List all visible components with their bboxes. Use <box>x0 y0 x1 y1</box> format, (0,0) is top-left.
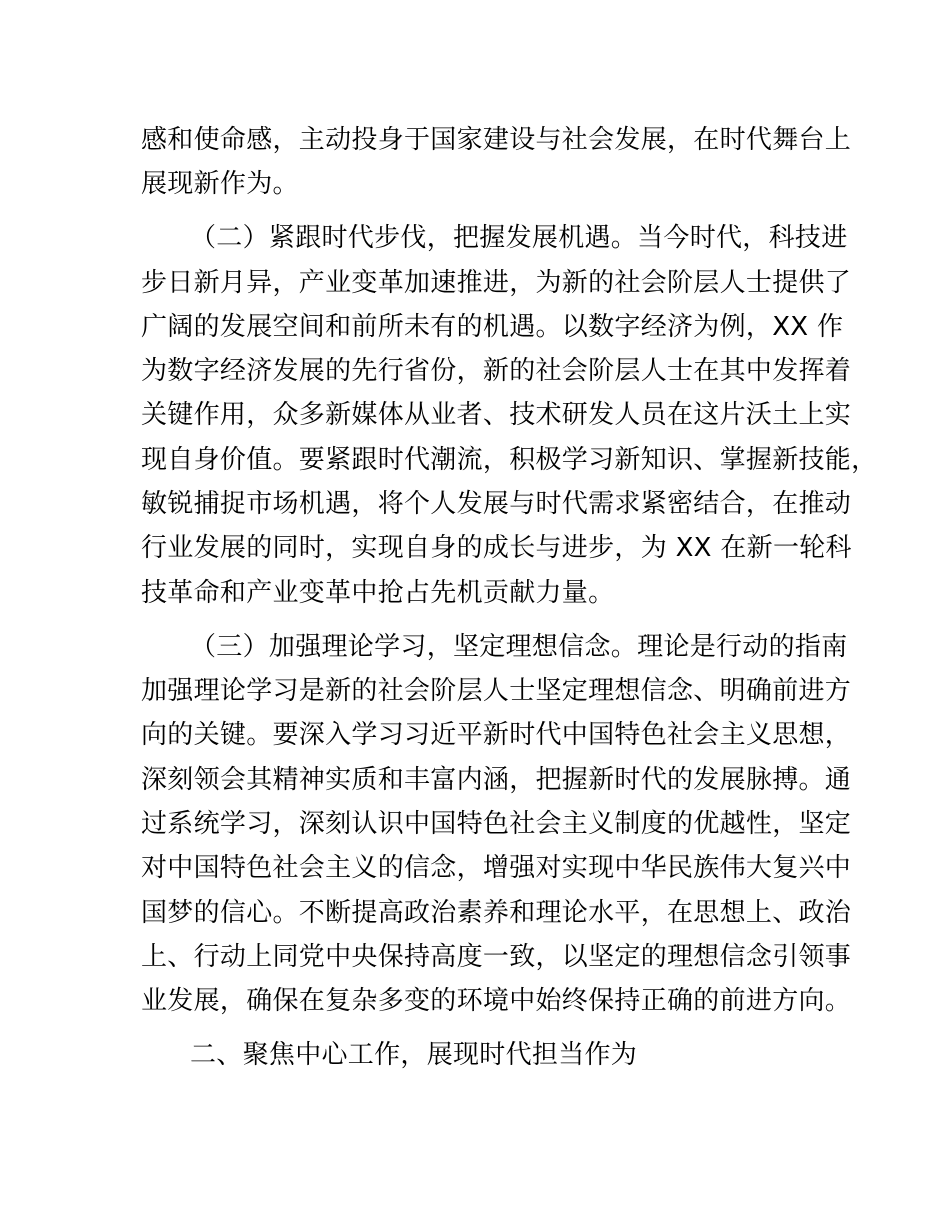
paragraph-line: 深刻领会其精神实质和丰富内涵，把握新时代的发展脉搏。通 <box>141 765 852 795</box>
paragraph-line: 技革命和产业变革中抢占先机贡献力量。 <box>141 578 615 608</box>
paragraph-line: 广阔的发展空间和前所未有的机遇。以数字经济为例，XX 作 <box>141 312 844 342</box>
paragraph-line: （二）紧跟时代步伐，把握发展机遇。当今时代，科技进 <box>190 223 848 253</box>
paragraph-line: 现自身价值。要紧跟时代潮流，积极学习新知识、掌握新技能， <box>141 445 878 475</box>
paragraph-line: 加强理论学习是新的社会阶层人士坚定理想信念、明确前进方 <box>141 676 852 706</box>
paragraph-line: 关键作用，众多新媒体从业者、技术研发人员在这片沃土上实 <box>141 400 852 430</box>
paragraph-line: 过系统学习，深刻认识中国特色社会主义制度的优越性，坚定 <box>141 809 852 839</box>
paragraph-line: 上、行动上同党中央保持高度一致，以坚定的理想信念引领事 <box>141 942 852 972</box>
paragraph-line: 感和使命感，主动投身于国家建设与社会发展，在时代舞台上 <box>141 125 852 155</box>
paragraph-line: 为数字经济发展的先行省份，新的社会阶层人士在其中发挥着 <box>141 356 852 386</box>
paragraph-line: 行业发展的同时，实现自身的成长与进步，为 XX 在新一轮科 <box>141 533 852 563</box>
paragraph-line: （三）加强理论学习，坚定理想信念。理论是行动的指南 <box>190 632 848 662</box>
paragraph-line: 向的关键。要深入学习习近平新时代中国特色社会主义思想， <box>141 720 852 750</box>
paragraph-line: 敏锐捕捉市场机遇，将个人发展与时代需求紧密结合，在推动 <box>141 489 852 519</box>
section-heading: 二、聚焦中心工作，展现时代担当作为 <box>190 1040 638 1070</box>
paragraph-line: 步日新月异，产业变革加速推进，为新的社会阶层人士提供了 <box>141 268 852 298</box>
paragraph-line: 业发展，确保在复杂多变的环境中始终保持正确的前进方向。 <box>141 986 852 1016</box>
paragraph-line: 对中国特色社会主义的信念，增强对实现中华民族伟大复兴中 <box>141 853 852 883</box>
paragraph-line: 展现新作为。 <box>141 169 299 199</box>
paragraph-line: 国梦的信心。不断提高政治素养和理论水平，在思想上、政治 <box>141 898 852 928</box>
